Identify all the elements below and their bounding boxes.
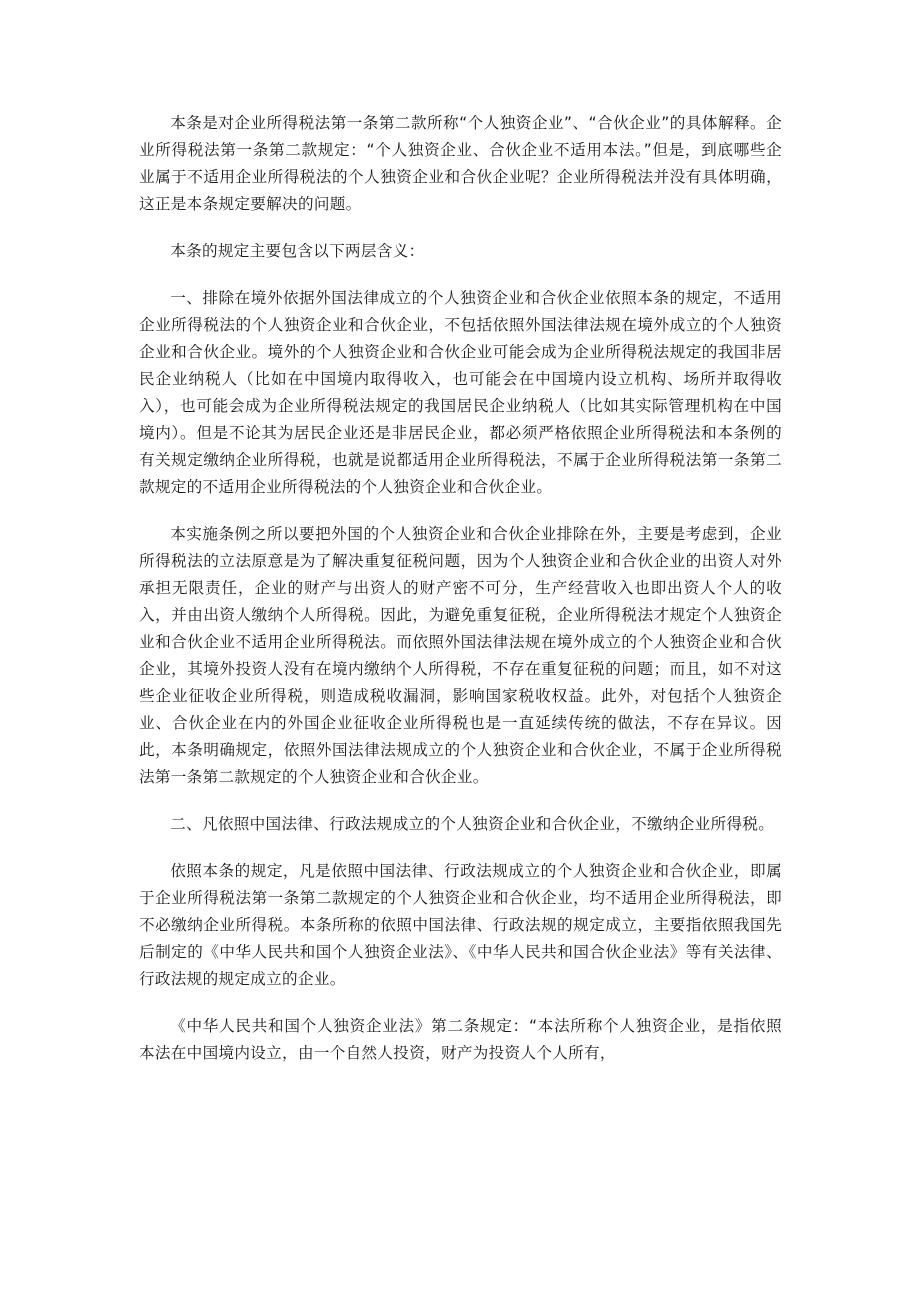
paragraph-two-meanings: 本条的规定主要包含以下两层含义： [170,242,425,260]
paragraph-point-two: 二、凡依照中国法律、行政法规成立的个人独资企业和合伙企业，不缴纳企业所得税。 [170,815,775,833]
paragraph-point-one: 一、排除在境外依据外国法律成立的个人独资企业和合伙企业依照本条的规定，不适用企业所得税法的个人独资企业和合伙企业，不包括依照外国法律法规在境外成立的个人独资企业和合伙企业。境外的个人独资企业和合伙企业可能会成为企业所得税法规定的我国非居民企业纳税人（比如在中国境内取得收入，也可能会在中国境内设立机构、场所并取得收入），也可能会成为企业所得税法规定的我国居民企业纳税人（比如其实际管理机构在中国境内）。但是不论其为居民企业还是非居民企业，都必须严格依照企业所得税法和本条例的有关规定缴纳企业所得税，也就是说都适用企业所得税法，不属于企业所得税法第一条第二款规定的不适用企业所得税法的个人独资企业和合伙企业。 [139,289,782,496]
paragraph-sole-proprietorship-law: 《中华人民共和国个人独资企业法》第二条规定：“本法所称个人独资企业，是指依照本法在中国境内设立，由一个自然人投资，财产为投资人个人所有， [139,1017,782,1062]
paragraph-intro: 本条是对企业所得税法第一条第二款所称“个人独资企业”、“合伙企业”的具体解释。企业所得税法第一条第二款规定：“个人独资企业、合伙企业不适用本法。”但是，到底哪些企业属于不适用企业所得税法的个人独资企业和合伙企业呢？企业所得税法并没有具体明确，这正是本条规定要解决的问题。 [139,114,782,213]
paragraph-reason: 本实施条例之所以要把外国的个人独资企业和合伙企业排除在外，主要是考虑到，企业所得税法的立法原意是为了解决重复征税问题，因为个人独资企业和合伙企业的出资人对外承担无限责任，企业的财产与出资人的财产密不可分，生产经营收入也即出资人个人的收入，并由出资人缴纳个人所得税。因此，为避免重复征税，企业所得税法才规定个人独资企业和合伙企业不适用企业所得税法。而依照外国法律法规在境外成立的个人独资企业和合伙企业，其境外投资人没有在境内缴纳个人所得税，不存在重复征税的问题；而且，如不对这些企业征收企业所得税，则造成税收漏洞，影响国家税收权益。此外，对包括个人独资企业、合伙企业在内的外国企业征收企业所得税也是一直延续传统的做法，不存在异议。因此，本条明确规定，依照外国法律法规成立的个人独资企业和合伙企业，不属于企业所得税法第一条第二款规定的个人独资企业和合伙企业。 [139,525,782,786]
document-page [139,110,782,1067]
paragraph-domestic-rule: 依照本条的规定，凡是依照中国法律、行政法规成立的个人独资企业和合伙企业，即属于企业所得税法第一条第二款规定的个人独资企业和合伙企业，均不适用企业所得税法，即不必缴纳企业所得税。本条所称的依照中国法律、行政法规的规定成立，主要指依照我国先后制定的《中华人民共和国个人独资企业法》、《中华人民共和国合伙企业法》等有关法律、行政法规的规定成立的企业。 [139,862,782,988]
